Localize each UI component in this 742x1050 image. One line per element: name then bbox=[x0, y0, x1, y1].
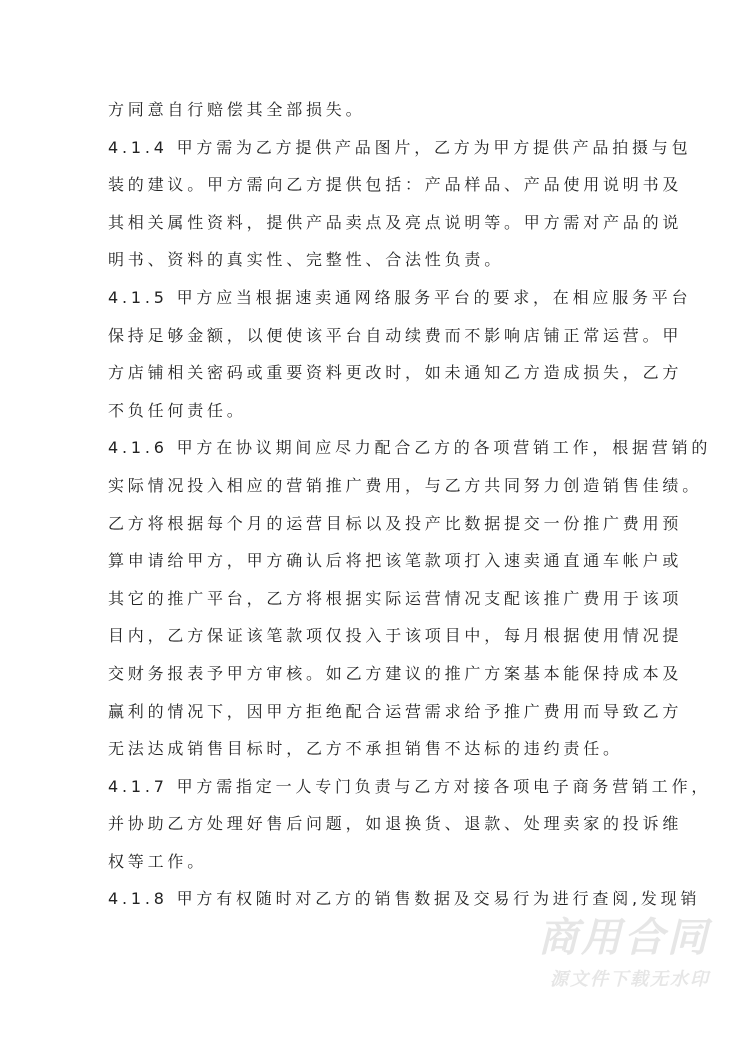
text-line: 算申请给甲方，甲方确认后将把该笔款项打入速卖通直通车帐户或 bbox=[108, 551, 683, 571]
text-line: 权等工作。 bbox=[108, 851, 208, 871]
text-line: 装的建议。甲方需向乙方提供包括：产品样品、产品使用说明书及 bbox=[108, 175, 683, 195]
text-line: 目内，乙方保证该笔款项仅投入于该项目中，每月根据使用情况提 bbox=[108, 626, 683, 646]
text-line: 并协助乙方处理好售后问题，如退换货、退款、处理卖家的投诉维 bbox=[108, 814, 683, 834]
text-line: 4.1.5 甲方应当根据速卖通网络服务平台的要求，在相应服务平台 bbox=[108, 287, 692, 307]
text-line: 4.1.6 甲方在协议期间应尽力配合乙方的各项营销工作，根据营销的 bbox=[108, 438, 712, 458]
text-line: 4.1.7 甲方需指定一人专门负责与乙方对接各项电子商务营销工作， bbox=[108, 776, 712, 796]
watermark-logo: 商用合同 bbox=[538, 915, 710, 961]
text-line: 实际情况投入相应的营销推广费用，与乙方共同努力创造销售佳绩。 bbox=[108, 475, 703, 495]
text-line: 明书、资料的真实性、完整性、合法性负责。 bbox=[108, 250, 505, 270]
text-line: 无法达成销售目标时，乙方不承担销售不达标的违约责任。 bbox=[108, 739, 623, 759]
watermark-subtitle: 源文件下载无水印 bbox=[550, 969, 710, 990]
text-line: 其它的推广平台，乙方将根据实际运营情况支配该推广费用于该项 bbox=[108, 588, 683, 608]
text-line: 乙方将根据每个月的运营目标以及投产比数据提交一份推广费用预 bbox=[108, 513, 683, 533]
text-line: 保持足够金额，以便使该平台自动续费而不影响店铺正常运营。甲 bbox=[108, 325, 683, 345]
text-line: 方同意自行赔偿其全部损失。 bbox=[108, 100, 366, 119]
text-line: 赢利的情况下，因甲方拒绝配合运营需求给予推广费用而导致乙方 bbox=[108, 701, 683, 721]
text-line: 方店铺相关密码或重要资料更改时，如未通知乙方造成损失，乙方 bbox=[108, 363, 683, 383]
text-line: 4.1.8 甲方有权随时对乙方的销售数据及交易行为进行查阅,发现销 bbox=[108, 889, 701, 909]
document-body bbox=[108, 96, 712, 923]
watermark bbox=[505, 915, 710, 993]
text-line: 其相关属性资料，提供产品卖点及亮点说明等。甲方需对产品的说 bbox=[108, 212, 683, 232]
text-line: 交财务报表予甲方审核。如乙方建议的推广方案基本能保持成本及 bbox=[108, 663, 683, 683]
text-line: 4.1.4 甲方需为乙方提供产品图片，乙方为甲方提供产品拍摄与包 bbox=[108, 137, 692, 157]
text-line: 不负任何责任。 bbox=[108, 400, 247, 420]
